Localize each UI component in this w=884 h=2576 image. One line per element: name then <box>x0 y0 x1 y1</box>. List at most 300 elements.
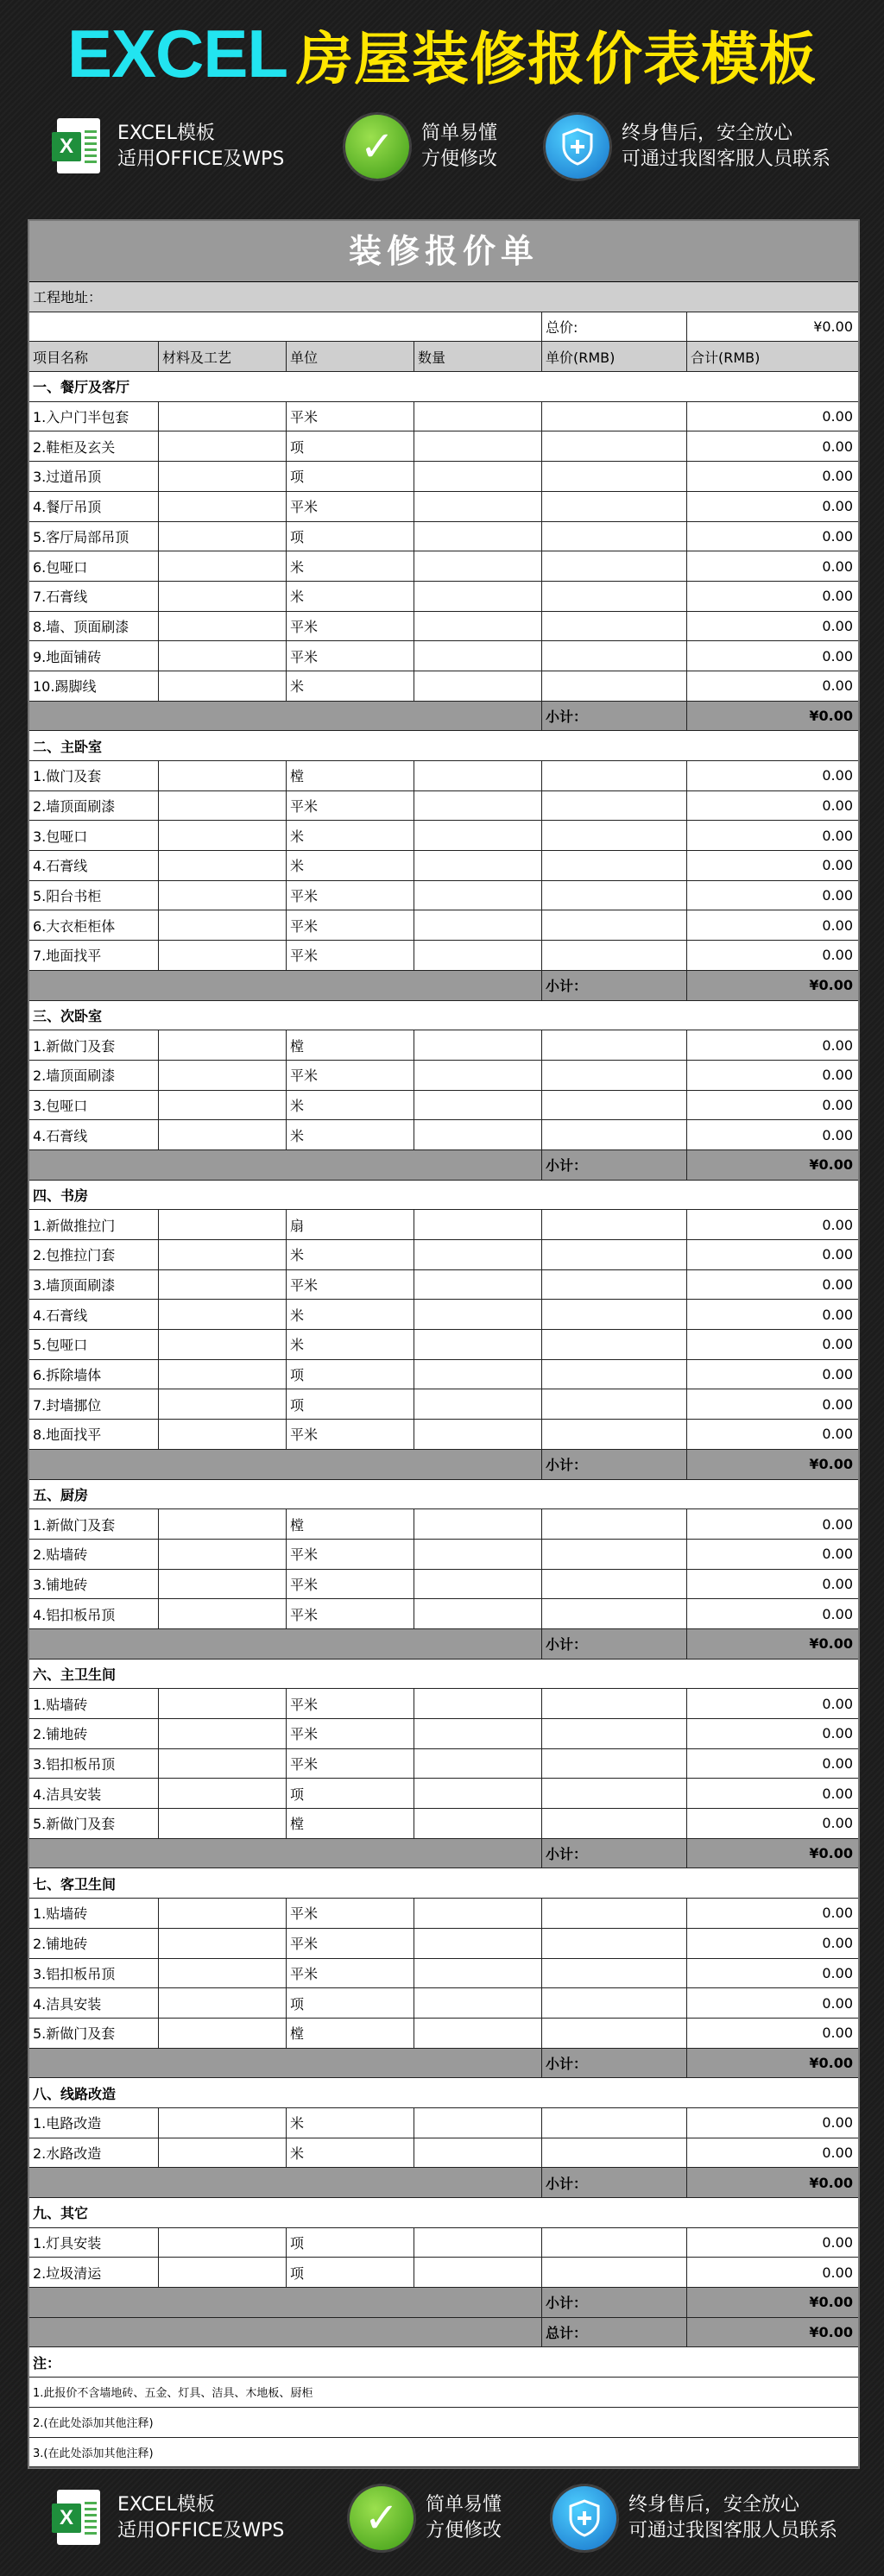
unit-cell[interactable]: 米 <box>287 1300 414 1329</box>
material-cell[interactable] <box>159 1389 287 1419</box>
unit-price-cell[interactable] <box>542 2138 687 2168</box>
subtotal-label[interactable]: 小计： <box>542 1629 687 1659</box>
header-cell[interactable]: 合计(RMB) <box>691 349 761 366</box>
quantity-cell[interactable] <box>414 1270 542 1300</box>
amount-cell[interactable]: 0.00 <box>822 1036 853 1054</box>
unit-price-cell[interactable] <box>542 1959 687 1988</box>
quantity-cell[interactable] <box>414 910 542 940</box>
quantity-cell[interactable] <box>414 1420 542 1449</box>
material-cell[interactable] <box>159 582 287 611</box>
quantity-cell[interactable] <box>414 1809 542 1838</box>
unit-price-cell[interactable] <box>542 1270 687 1300</box>
subtotal-label[interactable]: 小计： <box>542 2288 687 2317</box>
quantity-cell[interactable] <box>414 941 542 970</box>
quantity-cell[interactable] <box>414 2108 542 2138</box>
item-name-cell[interactable]: 6.包哑口 <box>29 551 159 581</box>
material-cell[interactable] <box>159 641 287 671</box>
material-cell[interactable] <box>159 1330 287 1359</box>
blank-cell[interactable] <box>29 1629 542 1659</box>
quantity-cell[interactable] <box>414 462 542 491</box>
unit-cell[interactable]: 米 <box>287 2138 414 2168</box>
amount-cell[interactable]: 0.00 <box>822 827 853 844</box>
item-name-cell[interactable]: 4.石膏线 <box>29 1300 159 1329</box>
unit-price-cell[interactable] <box>542 941 687 970</box>
unit-price-cell[interactable] <box>542 492 687 521</box>
unit-price-cell[interactable] <box>542 761 687 790</box>
unit-cell[interactable]: 樘 <box>287 1509 414 1539</box>
unit-cell[interactable]: 项 <box>287 1779 414 1808</box>
unit-cell[interactable]: 扇 <box>287 1210 414 1239</box>
item-name-cell[interactable]: 1.电路改造 <box>29 2108 159 2138</box>
unit-price-cell[interactable] <box>542 1779 687 1808</box>
unit-cell[interactable]: 项 <box>287 2258 414 2287</box>
quantity-cell[interactable] <box>414 1030 542 1060</box>
item-name-cell[interactable]: 1.新做门及套 <box>29 1030 159 1060</box>
unit-cell[interactable]: 米 <box>287 821 414 850</box>
header-cell[interactable]: 数量 <box>414 342 542 371</box>
material-cell[interactable] <box>159 1988 287 2018</box>
address-label[interactable]: 工程地址： <box>33 289 103 306</box>
quantity-cell[interactable] <box>414 1360 542 1389</box>
material-cell[interactable] <box>159 1360 287 1389</box>
item-name-cell[interactable]: 8.地面找平 <box>29 1420 159 1449</box>
item-name-cell[interactable]: 5.阳台书柜 <box>29 881 159 910</box>
item-name-cell[interactable]: 1.做门及套 <box>29 761 159 790</box>
material-cell[interactable] <box>159 2108 287 2138</box>
unit-cell[interactable]: 平米 <box>287 492 414 521</box>
unit-cell[interactable]: 平米 <box>287 612 414 641</box>
amount-cell[interactable]: 0.00 <box>822 468 853 485</box>
material-cell[interactable] <box>159 1061 287 1090</box>
material-cell[interactable] <box>159 2228 287 2258</box>
quantity-cell[interactable] <box>414 1091 542 1120</box>
unit-price-cell[interactable] <box>542 881 687 910</box>
unit-price-cell[interactable] <box>542 551 687 581</box>
item-name-cell[interactable]: 1.新做门及套 <box>29 1509 159 1539</box>
amount-cell[interactable]: 0.00 <box>822 2114 853 2132</box>
item-name-cell[interactable]: 3.铝扣板吊顶 <box>29 1749 159 1779</box>
material-cell[interactable] <box>159 1509 287 1539</box>
unit-cell[interactable]: 樘 <box>287 1030 414 1060</box>
unit-price-cell[interactable] <box>542 1689 687 1718</box>
unit-price-cell[interactable] <box>542 1509 687 1539</box>
section-title[interactable]: 八、线路改造 <box>33 2085 117 2102</box>
blank-cell[interactable] <box>29 312 542 342</box>
material-cell[interactable] <box>159 1929 287 1958</box>
unit-price-cell[interactable] <box>542 1210 687 1239</box>
amount-cell[interactable]: 0.00 <box>822 947 853 964</box>
unit-cell[interactable]: 平米 <box>287 1689 414 1718</box>
quantity-cell[interactable] <box>414 431 542 461</box>
amount-cell[interactable]: 0.00 <box>822 1935 853 1952</box>
unit-price-cell[interactable] <box>542 1061 687 1090</box>
unit-price-cell[interactable] <box>542 1749 687 1779</box>
material-cell[interactable] <box>159 761 287 790</box>
material-cell[interactable] <box>159 1599 287 1628</box>
unit-price-cell[interactable] <box>542 402 687 431</box>
header-cell[interactable]: 单位 <box>287 342 414 371</box>
quantity-cell[interactable] <box>414 1599 542 1628</box>
quantity-cell[interactable] <box>414 1719 542 1748</box>
item-name-cell[interactable]: 5.包哑口 <box>29 1330 159 1359</box>
item-name-cell[interactable]: 6.大衣柜柜体 <box>29 910 159 940</box>
unit-price-cell[interactable] <box>542 1300 687 1329</box>
material-cell[interactable] <box>159 1540 287 1569</box>
amount-cell[interactable]: 0.00 <box>822 527 853 545</box>
subtotal-value[interactable]: ¥0.00 <box>809 1845 853 1862</box>
quantity-cell[interactable] <box>414 821 542 850</box>
item-name-cell[interactable]: 3.铝扣板吊顶 <box>29 1959 159 1988</box>
material-cell[interactable] <box>159 1719 287 1748</box>
material-cell[interactable] <box>159 821 287 850</box>
amount-cell[interactable]: 0.00 <box>822 1096 853 1113</box>
unit-cell[interactable]: 平米 <box>287 1599 414 1628</box>
amount-cell[interactable]: 0.00 <box>822 1216 853 1233</box>
unit-cell[interactable]: 米 <box>287 582 414 611</box>
item-name-cell[interactable]: 2.贴墙砖 <box>29 1540 159 1569</box>
amount-cell[interactable]: 0.00 <box>822 1755 853 1773</box>
amount-cell[interactable]: 0.00 <box>822 1695 853 1712</box>
section-title[interactable]: 七、客卫生间 <box>33 1875 117 1893</box>
subtotal-value[interactable]: ¥0.00 <box>809 1635 853 1653</box>
item-name-cell[interactable]: 2.鞋柜及玄关 <box>29 431 159 461</box>
amount-cell[interactable]: 0.00 <box>822 588 853 605</box>
quantity-cell[interactable] <box>414 1899 542 1928</box>
material-cell[interactable] <box>159 2258 287 2287</box>
amount-cell[interactable]: 0.00 <box>822 1366 853 1383</box>
unit-cell[interactable]: 米 <box>287 1091 414 1120</box>
unit-price-cell[interactable] <box>542 910 687 940</box>
subtotal-label[interactable]: 小计： <box>542 1150 687 1180</box>
unit-cell[interactable]: 米 <box>287 1120 414 1149</box>
material-cell[interactable] <box>159 1749 287 1779</box>
unit-cell[interactable]: 平米 <box>287 1749 414 1779</box>
unit-price-cell[interactable] <box>542 1719 687 1748</box>
material-cell[interactable] <box>159 1030 287 1060</box>
unit-cell[interactable]: 米 <box>287 551 414 581</box>
unit-price-cell[interactable] <box>542 1360 687 1389</box>
subtotal-label[interactable]: 小计： <box>542 971 687 1000</box>
subtotal-value[interactable]: ¥0.00 <box>809 977 853 994</box>
material-cell[interactable] <box>159 910 287 940</box>
quantity-cell[interactable] <box>414 791 542 821</box>
subtotal-value[interactable]: ¥0.00 <box>809 2294 853 2311</box>
amount-cell[interactable]: 0.00 <box>822 1276 853 1294</box>
material-cell[interactable] <box>159 791 287 821</box>
material-cell[interactable] <box>159 1779 287 1808</box>
material-cell[interactable] <box>159 1689 287 1718</box>
amount-cell[interactable]: 0.00 <box>822 1546 853 1563</box>
material-cell[interactable] <box>159 1210 287 1239</box>
amount-cell[interactable]: 0.00 <box>822 408 853 425</box>
subtotal-value[interactable]: ¥0.00 <box>809 707 853 724</box>
amount-cell[interactable]: 0.00 <box>822 1306 853 1323</box>
unit-cell[interactable]: 平米 <box>287 910 414 940</box>
material-cell[interactable] <box>159 431 287 461</box>
subtotal-label[interactable]: 小计： <box>542 1450 687 1479</box>
blank-cell[interactable] <box>29 1839 542 1868</box>
quantity-cell[interactable] <box>414 2138 542 2168</box>
material-cell[interactable] <box>159 2138 287 2168</box>
subtotal-label[interactable]: 小计： <box>542 2049 687 2078</box>
material-cell[interactable] <box>159 2019 287 2048</box>
unit-cell[interactable]: 米 <box>287 851 414 880</box>
unit-price-cell[interactable] <box>542 1899 687 1928</box>
quantity-cell[interactable] <box>414 1300 542 1329</box>
item-name-cell[interactable]: 1.贴墙砖 <box>29 1689 159 1718</box>
item-name-cell[interactable]: 5.新做门及套 <box>29 1809 159 1838</box>
unit-price-cell[interactable] <box>542 641 687 671</box>
quantity-cell[interactable] <box>414 761 542 790</box>
item-name-cell[interactable]: 3.墙顶面刷漆 <box>29 1270 159 1300</box>
item-name-cell[interactable]: 2.水路改造 <box>29 2138 159 2168</box>
unit-price-cell[interactable] <box>542 1030 687 1060</box>
item-name-cell[interactable]: 2.包推拉门套 <box>29 1240 159 1269</box>
unit-cell[interactable]: 樘 <box>287 2019 414 2048</box>
material-cell[interactable] <box>159 1809 287 1838</box>
unit-price-cell[interactable] <box>542 1120 687 1149</box>
amount-cell[interactable]: 0.00 <box>822 1994 853 2012</box>
note-text[interactable]: 1.此报价不含墙地砖、五金、灯具、洁具、木地板、厨柜 <box>33 2387 313 2401</box>
quantity-cell[interactable] <box>414 1389 542 1419</box>
unit-cell[interactable]: 平米 <box>287 1420 414 1449</box>
item-name-cell[interactable]: 4.石膏线 <box>29 1120 159 1149</box>
unit-cell[interactable]: 项 <box>287 1389 414 1419</box>
unit-cell[interactable]: 平米 <box>287 1061 414 1090</box>
item-name-cell[interactable]: 7.石膏线 <box>29 582 159 611</box>
item-name-cell[interactable]: 2.铺地砖 <box>29 1929 159 1958</box>
blank-cell[interactable] <box>29 1150 542 1180</box>
unit-cell[interactable]: 平米 <box>287 941 414 970</box>
unit-price-cell[interactable] <box>542 431 687 461</box>
blank-cell[interactable] <box>29 702 542 731</box>
unit-price-cell[interactable] <box>542 1599 687 1628</box>
amount-cell[interactable]: 0.00 <box>822 1336 853 1353</box>
unit-price-cell[interactable] <box>542 791 687 821</box>
material-cell[interactable] <box>159 551 287 581</box>
quantity-cell[interactable] <box>414 2019 542 2048</box>
subtotal-label[interactable]: 小计： <box>542 1839 687 1868</box>
item-name-cell[interactable]: 1.入户门半包套 <box>29 402 159 431</box>
subtotal-label[interactable]: 小计： <box>542 702 687 731</box>
material-cell[interactable] <box>159 1240 287 1269</box>
material-cell[interactable] <box>159 1899 287 1928</box>
unit-cell[interactable]: 米 <box>287 1240 414 1269</box>
subtotal-value[interactable]: ¥0.00 <box>809 2054 853 2071</box>
material-cell[interactable] <box>159 1300 287 1329</box>
blank-cell[interactable] <box>29 2049 542 2078</box>
unit-price-cell[interactable] <box>542 1988 687 2018</box>
item-name-cell[interactable]: 2.铺地砖 <box>29 1719 159 1748</box>
quantity-cell[interactable] <box>414 671 542 701</box>
unit-cell[interactable]: 平米 <box>287 1959 414 1988</box>
amount-cell[interactable]: 0.00 <box>822 767 853 784</box>
total-label[interactable]: 总价: <box>542 312 687 342</box>
item-name-cell[interactable]: 10.踢脚线 <box>29 671 159 701</box>
amount-cell[interactable]: 0.00 <box>822 797 853 815</box>
subtotal-label[interactable]: 小计： <box>542 2168 687 2197</box>
subtotal-value[interactable]: ¥0.00 <box>809 1156 853 1174</box>
amount-cell[interactable]: 0.00 <box>822 1395 853 1413</box>
total-value[interactable]: ¥0.00 <box>813 318 853 336</box>
unit-cell[interactable]: 平米 <box>287 641 414 671</box>
quantity-cell[interactable] <box>414 582 542 611</box>
material-cell[interactable] <box>159 1420 287 1449</box>
amount-cell[interactable]: 0.00 <box>822 2144 853 2161</box>
item-name-cell[interactable]: 1.贴墙砖 <box>29 1899 159 1928</box>
item-name-cell[interactable]: 7.地面找平 <box>29 941 159 970</box>
quantity-cell[interactable] <box>414 1120 542 1149</box>
quantity-cell[interactable] <box>414 492 542 521</box>
unit-price-cell[interactable] <box>542 1240 687 1269</box>
quantity-cell[interactable] <box>414 881 542 910</box>
note-text[interactable]: 2.(在此处添加其他注释) <box>33 2417 154 2431</box>
header-cell[interactable]: 单价(RMB) <box>542 342 687 371</box>
unit-price-cell[interactable] <box>542 2108 687 2138</box>
unit-cell[interactable]: 米 <box>287 2108 414 2138</box>
unit-price-cell[interactable] <box>542 582 687 611</box>
amount-cell[interactable]: 0.00 <box>822 1575 853 1592</box>
header-cell[interactable]: 项目名称 <box>29 342 159 371</box>
amount-cell[interactable]: 0.00 <box>822 2234 853 2252</box>
blank-cell[interactable] <box>29 1450 542 1479</box>
material-cell[interactable] <box>159 671 287 701</box>
item-name-cell[interactable]: 8.墙、顶面刷漆 <box>29 612 159 641</box>
amount-cell[interactable]: 0.00 <box>822 1815 853 1832</box>
item-name-cell[interactable]: 2.墙顶面刷漆 <box>29 791 159 821</box>
blank-cell[interactable] <box>29 971 542 1000</box>
quantity-cell[interactable] <box>414 551 542 581</box>
quantity-cell[interactable] <box>414 1210 542 1239</box>
item-name-cell[interactable]: 9.地面铺砖 <box>29 641 159 671</box>
amount-cell[interactable]: 0.00 <box>822 2025 853 2042</box>
material-cell[interactable] <box>159 402 287 431</box>
amount-cell[interactable]: 0.00 <box>822 1785 853 1802</box>
unit-cell[interactable]: 项 <box>287 1988 414 2018</box>
amount-cell[interactable]: 0.00 <box>822 2264 853 2281</box>
quantity-cell[interactable] <box>414 1929 542 1958</box>
amount-cell[interactable]: 0.00 <box>822 1515 853 1533</box>
amount-cell[interactable]: 0.00 <box>822 1067 853 1084</box>
quantity-cell[interactable] <box>414 1330 542 1359</box>
unit-cell[interactable]: 平米 <box>287 881 414 910</box>
unit-price-cell[interactable] <box>542 522 687 551</box>
header-cell[interactable]: 材料及工艺 <box>159 342 287 371</box>
unit-price-cell[interactable] <box>542 1420 687 1449</box>
material-cell[interactable] <box>159 941 287 970</box>
item-name-cell[interactable]: 4.洁具安装 <box>29 1779 159 1808</box>
blank-cell[interactable] <box>29 2168 542 2197</box>
quantity-cell[interactable] <box>414 1749 542 1779</box>
quantity-cell[interactable] <box>414 641 542 671</box>
material-cell[interactable] <box>159 612 287 641</box>
item-name-cell[interactable]: 7.封墙挪位 <box>29 1389 159 1419</box>
item-name-cell[interactable]: 1.灯具安装 <box>29 2228 159 2258</box>
notes-label[interactable]: 注： <box>33 2354 61 2371</box>
material-cell[interactable] <box>159 522 287 551</box>
unit-price-cell[interactable] <box>542 2228 687 2258</box>
amount-cell[interactable]: 0.00 <box>822 1905 853 1922</box>
unit-cell[interactable]: 平米 <box>287 1270 414 1300</box>
item-name-cell[interactable]: 3.过道吊顶 <box>29 462 159 491</box>
item-name-cell[interactable]: 4.铝扣板吊顶 <box>29 1599 159 1628</box>
section-title[interactable]: 五、厨房 <box>33 1486 89 1503</box>
amount-cell[interactable]: 0.00 <box>822 857 853 874</box>
unit-price-cell[interactable] <box>542 2258 687 2287</box>
unit-cell[interactable]: 项 <box>287 522 414 551</box>
item-name-cell[interactable]: 1.新做推拉门 <box>29 1210 159 1239</box>
item-name-cell[interactable]: 4.石膏线 <box>29 851 159 880</box>
quantity-cell[interactable] <box>414 1689 542 1718</box>
grand-total-label[interactable]: 总计： <box>542 2318 687 2347</box>
item-name-cell[interactable]: 5.客厅局部吊顶 <box>29 522 159 551</box>
unit-price-cell[interactable] <box>542 462 687 491</box>
quantity-cell[interactable] <box>414 1509 542 1539</box>
unit-price-cell[interactable] <box>542 2019 687 2048</box>
unit-cell[interactable]: 米 <box>287 671 414 701</box>
unit-price-cell[interactable] <box>542 821 687 850</box>
material-cell[interactable] <box>159 1091 287 1120</box>
quantity-cell[interactable] <box>414 522 542 551</box>
unit-cell[interactable]: 米 <box>287 1330 414 1359</box>
material-cell[interactable] <box>159 1120 287 1149</box>
amount-cell[interactable]: 0.00 <box>822 677 853 695</box>
quantity-cell[interactable] <box>414 1240 542 1269</box>
quantity-cell[interactable] <box>414 1959 542 1988</box>
unit-price-cell[interactable] <box>542 1091 687 1120</box>
section-title[interactable]: 三、次卧室 <box>33 1007 103 1024</box>
item-name-cell[interactable]: 3.铺地砖 <box>29 1570 159 1599</box>
material-cell[interactable] <box>159 1270 287 1300</box>
item-name-cell[interactable]: 2.垃圾清运 <box>29 2258 159 2287</box>
unit-cell[interactable]: 平米 <box>287 1540 414 1569</box>
amount-cell[interactable]: 0.00 <box>822 1246 853 1263</box>
subtotal-value[interactable]: ¥0.00 <box>809 1456 853 1473</box>
section-title[interactable]: 一、餐厅及客厅 <box>33 379 130 396</box>
quantity-cell[interactable] <box>414 1988 542 2018</box>
quantity-cell[interactable] <box>414 2228 542 2258</box>
unit-cell[interactable]: 樘 <box>287 761 414 790</box>
amount-cell[interactable]: 0.00 <box>822 647 853 664</box>
amount-cell[interactable]: 0.00 <box>822 1725 853 1742</box>
material-cell[interactable] <box>159 851 287 880</box>
amount-cell[interactable]: 0.00 <box>822 498 853 515</box>
unit-cell[interactable]: 项 <box>287 431 414 461</box>
quantity-cell[interactable] <box>414 1779 542 1808</box>
material-cell[interactable] <box>159 1570 287 1599</box>
unit-price-cell[interactable] <box>542 1929 687 1958</box>
item-name-cell[interactable]: 3.包哑口 <box>29 1091 159 1120</box>
unit-cell[interactable]: 平米 <box>287 1899 414 1928</box>
quantity-cell[interactable] <box>414 1570 542 1599</box>
section-title[interactable]: 九、其它 <box>33 2205 89 2222</box>
unit-cell[interactable]: 平米 <box>287 791 414 821</box>
blank-cell[interactable] <box>29 2318 542 2347</box>
unit-price-cell[interactable] <box>542 1570 687 1599</box>
amount-cell[interactable]: 0.00 <box>822 916 853 934</box>
blank-cell[interactable] <box>29 2288 542 2317</box>
amount-cell[interactable]: 0.00 <box>822 1964 853 1981</box>
unit-price-cell[interactable] <box>542 612 687 641</box>
section-title[interactable]: 六、主卫生间 <box>33 1666 117 1683</box>
unit-cell[interactable]: 平米 <box>287 1929 414 1958</box>
amount-cell[interactable]: 0.00 <box>822 1126 853 1143</box>
note-text[interactable]: 3.(在此处添加其他注释) <box>33 2447 154 2460</box>
amount-cell[interactable]: 0.00 <box>822 1605 853 1622</box>
item-name-cell[interactable]: 4.餐厅吊顶 <box>29 492 159 521</box>
quantity-cell[interactable] <box>414 612 542 641</box>
item-name-cell[interactable]: 4.洁具安装 <box>29 1988 159 2018</box>
